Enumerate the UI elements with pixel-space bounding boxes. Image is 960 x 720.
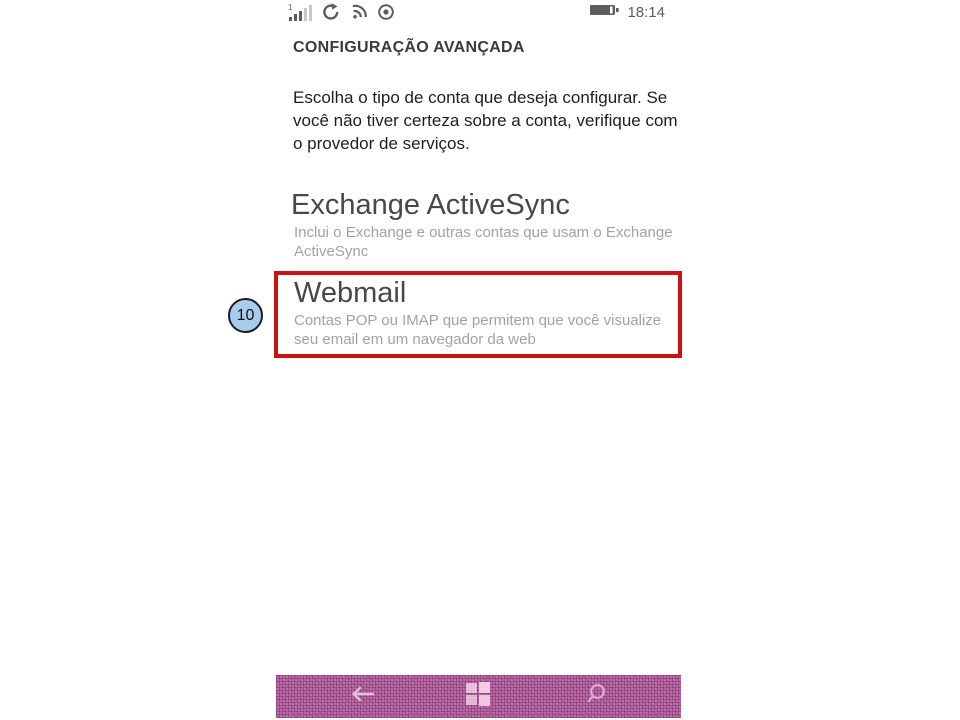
phone-screen xyxy=(236,0,681,720)
page-title: CONFIGURAÇÃO AVANÇADA xyxy=(293,39,525,56)
option-webmail-description: Contas POP ou IMAP que permitem que você visualize seu email em um navegador da web xyxy=(294,312,662,348)
annotation-badge: 10 xyxy=(228,298,263,333)
back-button[interactable] xyxy=(334,675,390,718)
page-description: Escolha o tipo de conta que deseja configurar. Se você não tiver certeza sobre a conta, verifique com o provedor de serviços. xyxy=(293,88,678,153)
wifi-icon xyxy=(348,2,370,27)
windows-logo-icon xyxy=(464,680,492,713)
search-button[interactable] xyxy=(568,675,624,718)
svg-text:1: 1 xyxy=(288,3,293,12)
option-webmail-name: Webmail xyxy=(294,277,407,309)
back-arrow-icon xyxy=(349,685,375,708)
status-bar xyxy=(276,2,681,26)
status-icons-right xyxy=(589,2,665,23)
status-icons-left xyxy=(288,2,395,27)
navigation-bar xyxy=(276,675,681,718)
start-button[interactable] xyxy=(450,675,506,718)
search-icon xyxy=(584,682,608,711)
option-exchange-activesync[interactable] xyxy=(291,189,683,261)
option-exchange-name: Exchange ActiveSync xyxy=(291,189,570,221)
option-exchange-description: Inclui o Exchange e outras contas que usam o Exchange ActiveSync xyxy=(294,224,673,260)
data-sync-icon xyxy=(321,2,341,27)
clock: 18:14 xyxy=(627,4,665,21)
annotation-highlight-box xyxy=(274,271,682,358)
option-webmail[interactable] xyxy=(294,277,674,349)
cellular-signal-icon xyxy=(288,2,314,27)
location-icon xyxy=(377,3,395,26)
battery-icon xyxy=(589,2,620,23)
